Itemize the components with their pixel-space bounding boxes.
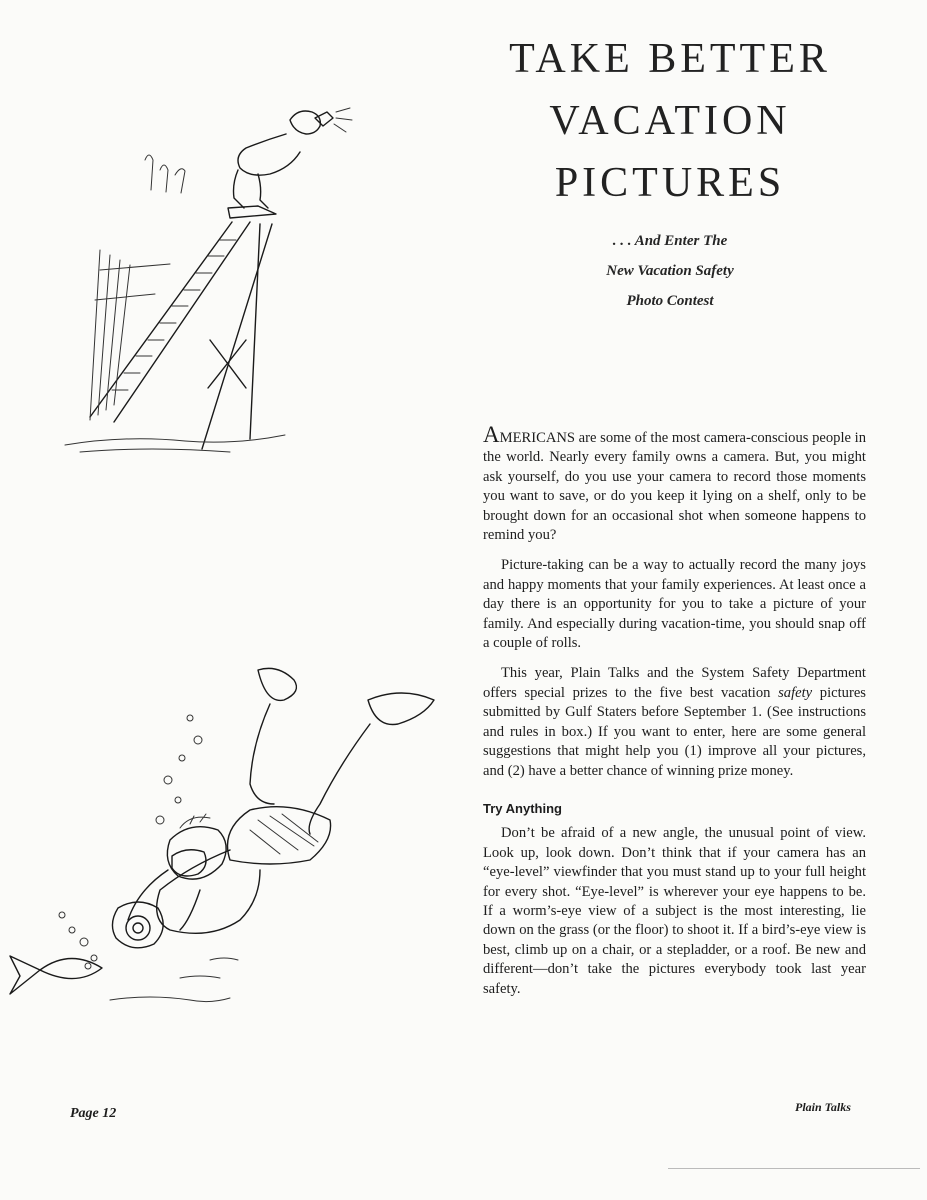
paragraph-contest-after: pictures submitted by Gulf Staters before September 1. (See instructions and rules in box.) If you want to enter, here are some general suggestions that might help you (1) improve all your pictures, and (2) have a better chance of winning prize money. xyxy=(483,684,866,779)
article-title xyxy=(470,28,870,214)
title-line-2: VACATION xyxy=(549,98,791,144)
subtitle-line-2: New Vacation Safety xyxy=(606,263,734,279)
article-subtitle xyxy=(540,226,800,316)
footer-rule xyxy=(668,1168,920,1169)
drop-cap: A xyxy=(483,422,500,447)
subtitle-line-3: Photo Contest xyxy=(626,293,714,309)
subtitle-line-1: . . . And Enter The xyxy=(612,233,728,249)
title-line-3: PICTURES xyxy=(554,160,786,206)
publication-name: Plain Talks xyxy=(795,1100,851,1114)
paragraph-try-anything: Don’t be afraid of a new angle, the unusual point of view. Look up, look down. Don’t think that if your camera has an “eye-level” viewfinder that you must stand up to your full height for every shot. “Eye-level” is wherever your eye happens to be. If a worm’s-eye view of a subject is the most interesting, lie down on the grass (or the floor) to shoot it. If a bird’s-eye view is best, climb up on a chair, or a stepladder, or a roof. Be new and different—don’t take the pictures everybody took last year safety. xyxy=(483,825,866,997)
paragraph-contest-before: This year, Plain Talks and the System Safety Department offers special prizes to the five best vacation xyxy=(483,665,866,701)
paragraph-picture-taking: Picture-taking can be a way to actually record the many joys and happy moments that your family experiences. At least once a day there is an opportunity for you to take a picture of your family. And especially during vacation-time, you should snap off a couple of rolls. xyxy=(483,557,866,652)
safety-emphasis: safety xyxy=(778,684,813,701)
lead-paragraph xyxy=(483,422,867,545)
paragraph-contest xyxy=(483,664,866,780)
title-line-1: TAKE BETTER xyxy=(509,36,831,82)
lead-paragraph-text: MERICANS are some of the most camera-conscious people in the world. Nearly every family owns a camera. But, you might ask yourself, do you use your camera to record those moments you want to save, or do you keep it lying on a shelf, only to be brought down for an occasional shot when someone happens to remind you? xyxy=(483,430,867,544)
photographer-on-ladder-illustration xyxy=(60,90,390,470)
scuba-diver-illustration xyxy=(0,660,450,1020)
article-body xyxy=(483,422,867,1010)
section-heading-try-anything: Try Anything xyxy=(483,800,562,816)
page-number: Page 12 xyxy=(70,1106,117,1121)
